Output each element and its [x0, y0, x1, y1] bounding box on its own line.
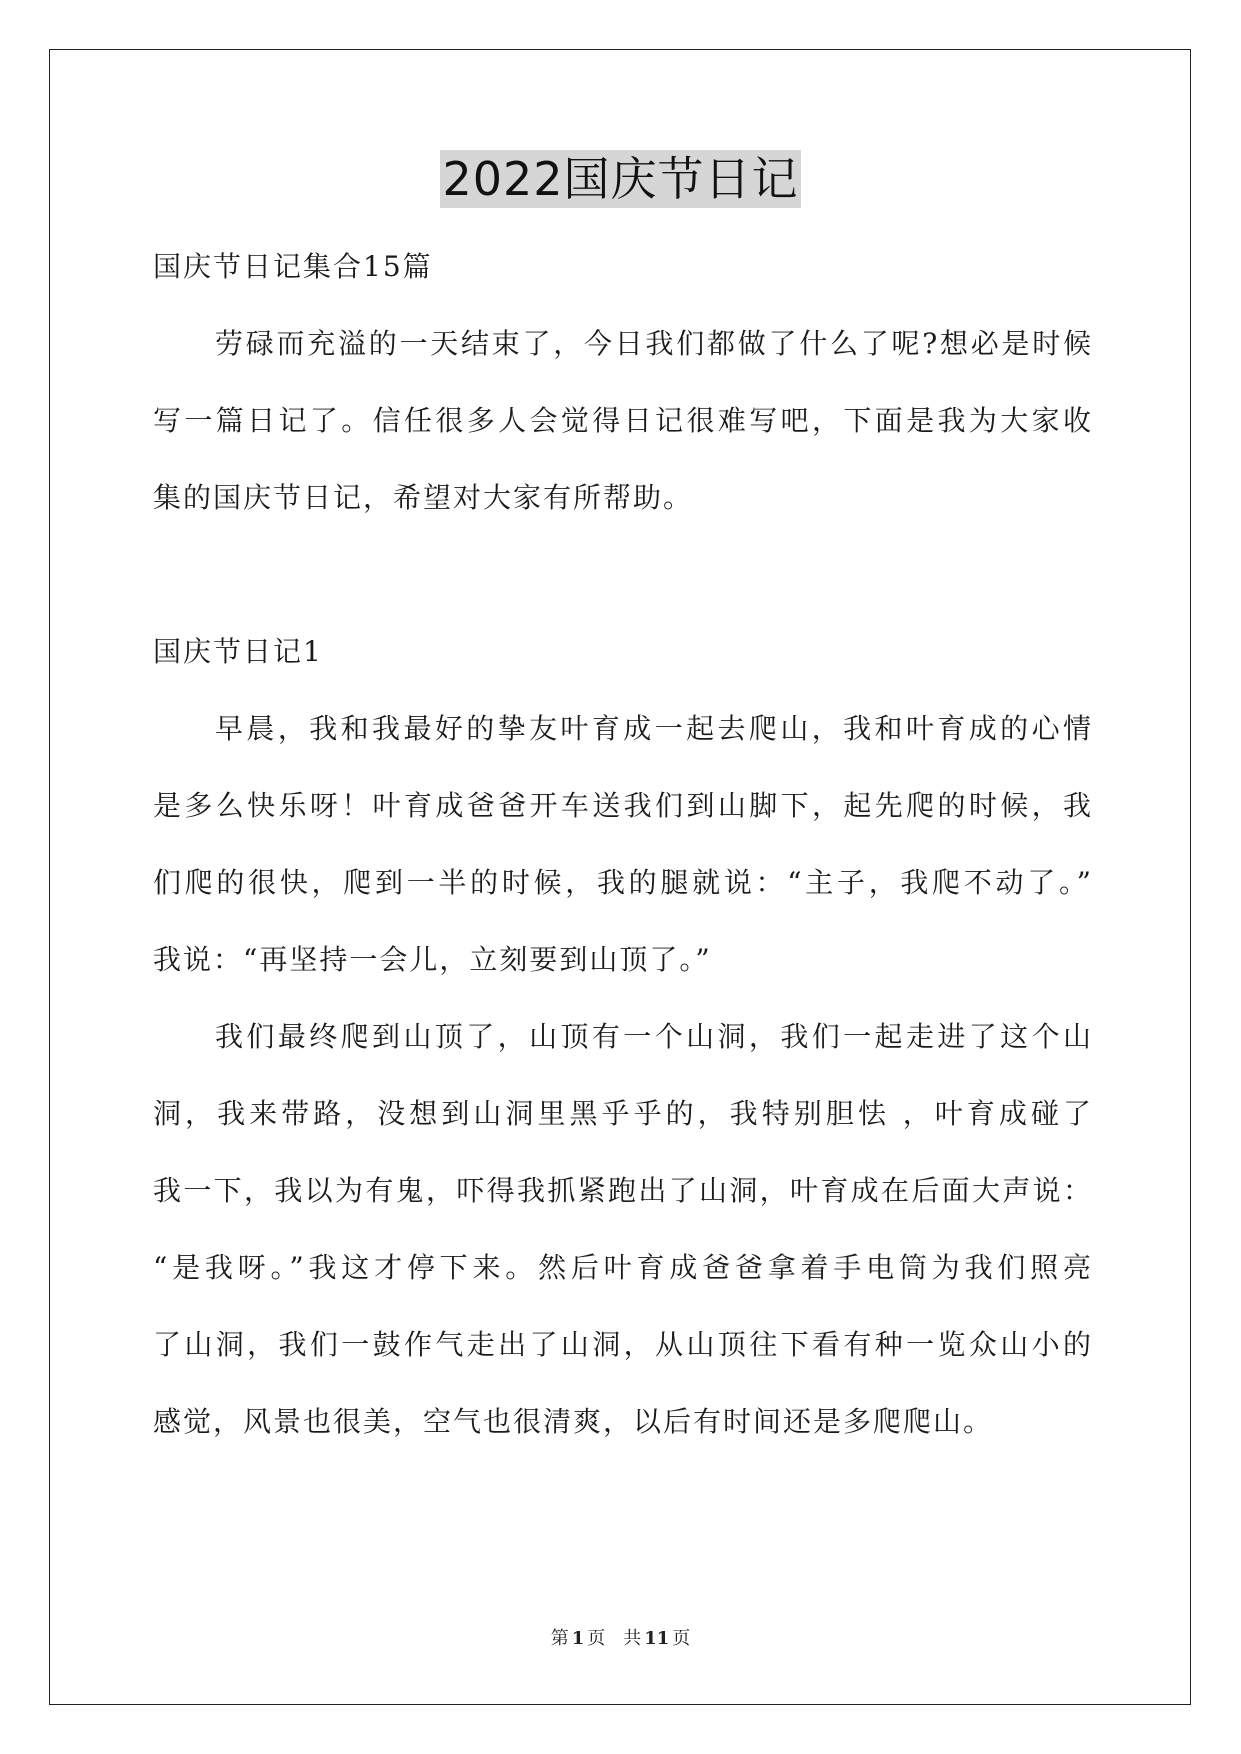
- intro-line: 集的国庆节日记，希望对大家有所帮助。: [153, 481, 694, 514]
- intro-line: 写一篇日记了。信任很多人会觉得日记很难写吧，下面是我为大家收: [153, 404, 1093, 437]
- footer-mid: 页 共: [587, 1628, 642, 1649]
- paragraph-line: “是我呀。”我这才停下来。然后叶育成爸爸拿着手电筒为我们照亮: [153, 1251, 1093, 1284]
- spacer: [153, 536, 1093, 613]
- collection-subtitle: 国庆节日记集合15篇: [153, 250, 433, 283]
- title-wrap: [0, 150, 1241, 208]
- paragraph-line: 我们最终爬到山顶了，山顶有一个山洞，我们一起走进了这个山: [215, 1020, 1093, 1053]
- intro-line: 劳碌而充溢的一天结束了，今日我们都做了什么了呢?想必是时候: [215, 327, 1093, 360]
- paragraph-line: 是多么快乐呀！叶育成爸爸开车送我们到山脚下，起先爬的时候，我: [153, 789, 1093, 822]
- paragraph-line: 我说：“再坚持一会儿，立刻要到山顶了。”: [153, 943, 712, 976]
- paragraph-line: 洞，我来带路，没想到山洞里黑乎乎的，我特别胆怯 ，叶育成碰了: [153, 1097, 1093, 1130]
- paragraph-line: 我一下，我以为有鬼，吓得我抓紧跑出了山洞，叶育成在后面大声说：: [153, 1174, 1093, 1207]
- current-page-number: 1: [571, 1628, 585, 1649]
- paragraph-line: 感觉，风景也很美，空气也很清爽，以后有时间还是多爬爬山。: [153, 1405, 994, 1438]
- footer-suffix: 页: [672, 1628, 691, 1649]
- document-title: 2022国庆节日记: [442, 152, 799, 206]
- footer-prefix: 第: [550, 1628, 569, 1649]
- paragraph-line: 了山洞，我们一鼓作气走出了山洞，从山顶往下看有种一览众山小的: [153, 1328, 1093, 1361]
- section-heading: 国庆节日记1: [153, 635, 323, 668]
- document-body: [153, 228, 1093, 1460]
- total-page-number: 11: [644, 1628, 670, 1649]
- page-footer: [0, 1624, 1241, 1650]
- paragraph-line: 们爬的很快，爬到一半的时候，我的腿就说：“主子，我爬不动了。”: [153, 866, 1093, 899]
- paragraph-line: 早晨，我和我最好的挚友叶育成一起去爬山，我和叶育成的心情: [215, 712, 1093, 745]
